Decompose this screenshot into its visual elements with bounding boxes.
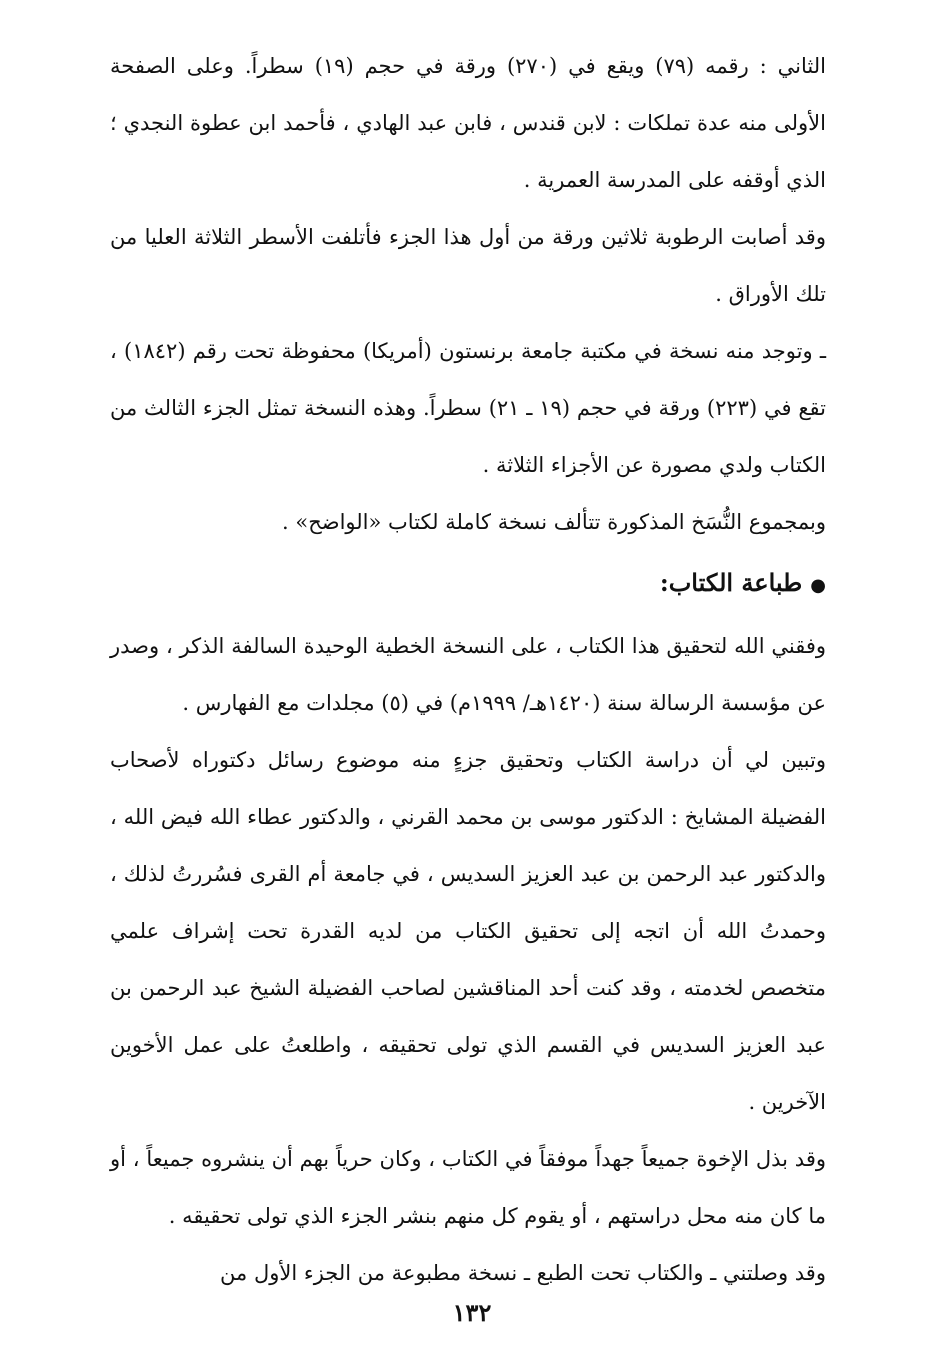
paragraph-printed-copy: وقد وصلتني ـ والكتاب تحت الطبع ـ نسخة مطبوعة من الجزء الأول من	[220, 1261, 826, 1285]
paragraph-princeton-copy: ـ وتوجد منه نسخة في مكتبة جامعة برنستون (أمريكا) محفوظة تحت رقم (١٨٤٢) ، تقع في (٢٢٣) ورقة في حجم (١٩ ـ ٢١) سطراً. وهذه النسخة تمثل الجزء الثالث من الكتاب ولدي مصورة عن الأجزاء الثلاثة .	[110, 339, 826, 477]
paragraph-edition: وفقني الله لتحقيق هذا الكتاب ، على النسخة الخطية الوحيدة السالفة الذكر ، وصدر عن مؤسسة الرسالة سنة (١٤٢٠هـ/ ١٩٩٩م) في (٥) مجلدات مع الفهارس .	[110, 634, 826, 715]
paragraph-doctoral-theses: وتبين لي أن دراسة الكتاب وتحقيق جزءٍ منه موضوع رسائل دكتوراه لأصحاب الفضيلة المشايخ : الدكتور موسى بن محمد القرني ، والدكتور عطاء الله فيض الله ، والدكتور عبد الرحمن بن عبد العزيز السديس ، في جامعة أم القرى فسُررتُ لذلك ، وحمدتُ الله أن اتجه إلى تحقيق الكتاب من لديه القدرة تحت إشراف علمي متخصص لخدمته ، وقد كنت أحد المناقشين لصاحب الفضيلة الشيخ عبد الرحمن بن عبد العزيز السديس في القسم الذي تولى تحقيقه ، واطلعتُ على عمل الأخوين الآخرين .	[110, 748, 826, 1114]
bullet-icon: ●	[810, 575, 826, 596]
paragraph-complete-copy: وبمجموع النُّسَخ المذكورة تتألف نسخة كاملة لكتاب «الواضح» .	[282, 510, 826, 534]
paragraph-humidity-damage: وقد أصابت الرطوبة ثلاثين ورقة من أول هذا الجزء فأتلفت الأسطر الثلاثة العليا من تلك الأوراق .	[110, 225, 826, 306]
paragraph-brothers-effort: وقد بذل الإخوة جميعاً جهداً موفقاً في الكتاب ، وكان حرياً بهم أن ينشروه جميعاً ، أو ما كان منه محل دراستهم ، أو يقوم كل منهم بنشر الجزء الذي تولى تحقيقه .	[110, 1147, 826, 1228]
section-heading-text: طباعة الكتاب:	[659, 568, 803, 597]
page-number: ١٣٢	[452, 1298, 492, 1327]
paragraph-manuscript-second: الثاني : رقمه (٧٩) ويقع في (٢٧٠) ورقة في حجم (١٩) سطراً. وعلى الصفحة الأولى منه عدة تملكات : لابن قندس ، فابن عبد الهادي ، فأحمد ابن عطوة النجدي ؛ الذي أوقفه على المدرسة العمرية .	[110, 54, 826, 192]
section-heading-book-printing	[110, 551, 826, 618]
